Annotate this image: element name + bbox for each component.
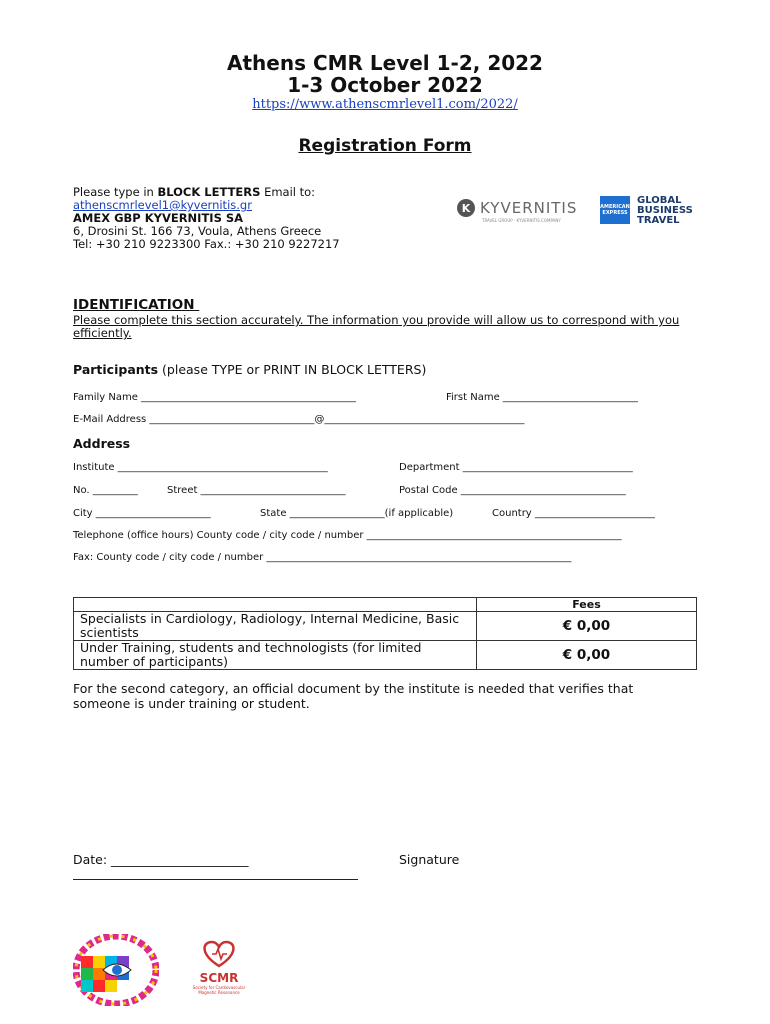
contact-address: 6, Drosini St. 166 73, Voula, Athens Greece	[73, 224, 322, 238]
first-name-field[interactable]: First Name ___________________________	[446, 392, 638, 403]
state-field[interactable]: State ___________________(if applicable)	[260, 508, 454, 519]
contact-phone: Tel: +30 210 9223300 Fax.: +30 210 9227217	[73, 237, 340, 251]
contact-block	[73, 186, 453, 251]
scmr-heart-icon	[188, 938, 250, 968]
scmr-subtitle: Society for Cardiovascular Magnetic Resonance	[192, 985, 246, 995]
date-field[interactable]: Date: ______________________	[73, 852, 249, 867]
signature-line	[73, 879, 358, 880]
scmr-name: SCMR	[199, 971, 239, 985]
telephone-field[interactable]: Telephone (office hours) County code / city code / number ___________________________________________________	[73, 530, 622, 541]
email-field[interactable]: E-Mail Address _________________________________@________________________________________	[73, 414, 525, 425]
scmr-logo	[188, 938, 250, 1004]
address-heading: Address	[73, 436, 131, 451]
conference-logo-graphic	[73, 934, 159, 1006]
city-field[interactable]: City _______________________	[73, 508, 211, 519]
conference-logo-icon	[73, 934, 159, 1006]
fees-header-blank	[74, 598, 477, 612]
contact-email-link[interactable]: athenscmrlevel1@kyvernitis.gr	[73, 198, 252, 212]
fee-category: Under Training, students and technologists (for limited number of participants)	[74, 641, 477, 670]
kyvernitis-tagline: TRAVEL GROUP · KYVERNITIS COMPANY	[482, 218, 561, 223]
department-field[interactable]: Department __________________________________	[399, 462, 633, 473]
fees-table	[73, 597, 697, 670]
fee-amount: € 0,00	[477, 641, 697, 670]
participants-heading: Participants (please TYPE or PRINT IN BLOCK LETTERS)	[73, 362, 427, 377]
contact-company: AMEX GBP KYVERNITIS SA	[73, 211, 244, 225]
event-dates: 1-3 October 2022	[287, 73, 483, 97]
identification-note: Please complete this section accurately. The information you provide will allow us to correspond with you efficiently.	[73, 313, 680, 340]
fee-category: Specialists in Cardiology, Radiology, Internal Medicine, Basic scientists	[74, 612, 477, 641]
amex-logo-icon: AMERICAN EXPRESS	[600, 196, 630, 224]
fax-field[interactable]: Fax: County code / city code / number _____________________________________________________________	[73, 552, 572, 563]
identification-heading: IDENTIFICATION	[73, 297, 200, 313]
fees-header: Fees	[477, 598, 697, 612]
form-title: Registration Form	[298, 136, 472, 156]
event-title: Athens CMR Level 1-2, 2022	[227, 51, 543, 75]
country-field[interactable]: Country ________________________	[492, 508, 655, 519]
kyvernitis-logo	[457, 199, 578, 223]
street-field[interactable]: Street _____________________________	[167, 485, 346, 496]
contact-intro: Please type in BLOCK LETTERS Email to:	[73, 185, 316, 199]
fee-row	[74, 612, 697, 641]
postal-code-field[interactable]: Postal Code _________________________________	[399, 485, 626, 496]
fees-header-row	[74, 598, 697, 612]
fee-amount: € 0,00	[477, 612, 697, 641]
signature-label: Signature	[399, 852, 460, 867]
fees-note: For the second category, an official document by the institute is needed that verifies that someone is under training or student.	[73, 681, 634, 711]
gbt-logo: GLOBAL BUSINESS TRAVEL	[637, 195, 693, 226]
kyvernitis-initial-icon: K	[457, 199, 475, 217]
family-name-field[interactable]: Family Name ___________________________________________	[73, 392, 357, 403]
fee-row	[74, 641, 697, 670]
event-url-link[interactable]: https://www.athenscmrlevel1.com/2022/	[252, 97, 518, 112]
kyvernitis-name: KYVERNITIS	[480, 199, 578, 217]
number-field[interactable]: No. _________	[73, 485, 138, 496]
institute-field[interactable]: Institute __________________________________________	[73, 462, 328, 473]
